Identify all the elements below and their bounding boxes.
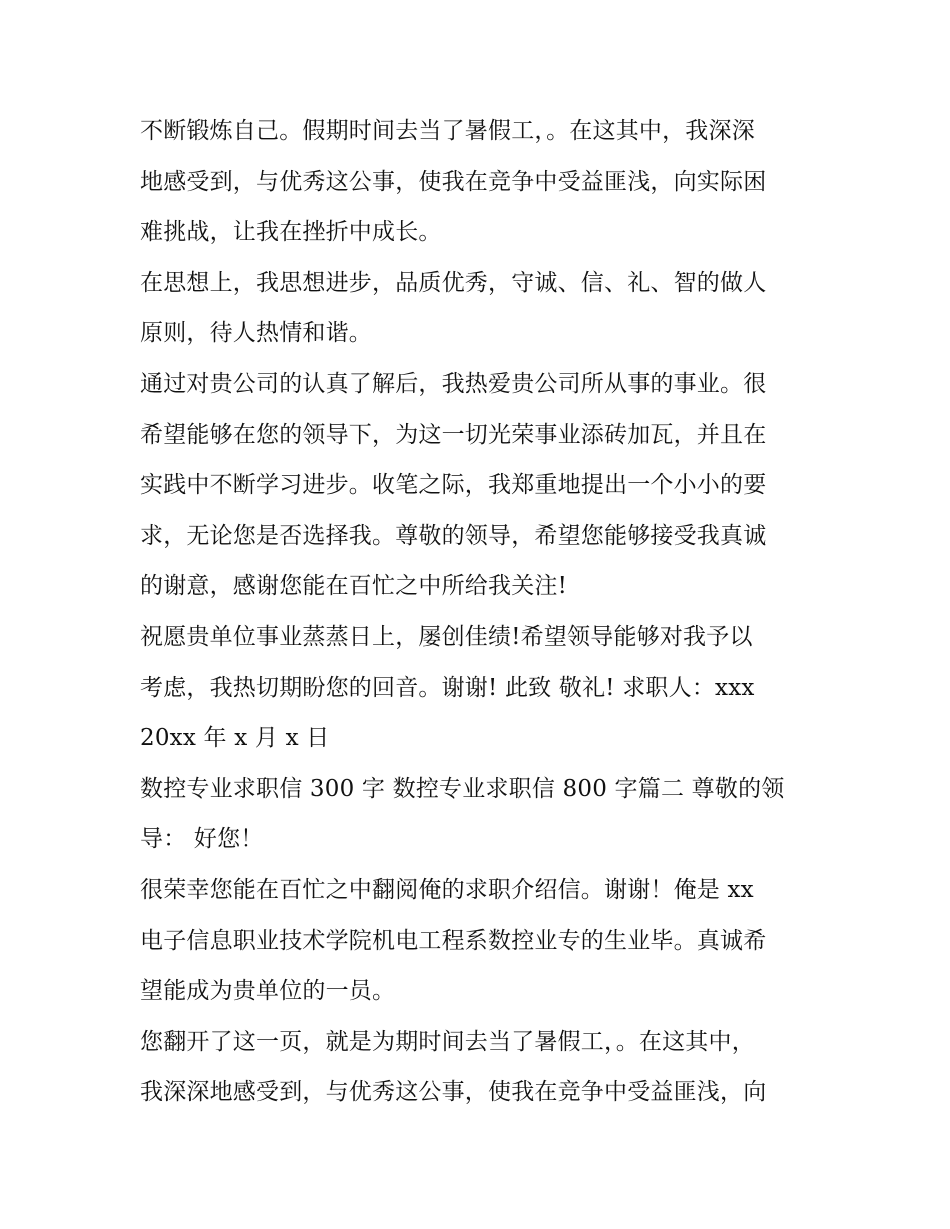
- text-line: 在思想上，我思想进步，品质优秀，守诚、信、礼、智的做人: [140, 269, 767, 296]
- text-line: 祝愿贵单位事业蒸蒸日上，屡创佳绩!希望领导能够对我予以: [140, 623, 753, 650]
- text-line: 不断锻炼自己。假期时间去当了暑假工，。在这其中，我深深: [140, 118, 755, 144]
- document-body: [140, 106, 820, 1118]
- text-line: 实践中不断学习进步。收笔之际，我郑重地提出一个小小的要: [140, 472, 767, 499]
- text-line: 希望能够在您的领导下，为这一切光荣事业添砖加瓦，并且在: [140, 421, 767, 448]
- text-line: 通过对贵公司的认真了解后，我热爱贵公司所从事的事业。很: [140, 370, 767, 397]
- text-line: 数控专业求职信 300 字 数控专业求职信 800 字篇二 尊敬的领: [140, 775, 785, 802]
- text-line: 的谢意，感谢您能在百忙之中所给我关注!: [140, 573, 568, 600]
- text-line: 您翻开了这一页，就是为期时间去当了暑假工，。在这其中，: [140, 1028, 755, 1055]
- text-line: 难挑战，让我在挫折中成长。: [140, 219, 442, 246]
- text-line: 原则，待人热情和谐。: [140, 320, 372, 347]
- text-line: 求，无论您是否选择我。尊敬的领导，希望您能够接受我真诚: [140, 522, 767, 549]
- text-line: 地感受到，与优秀这公事，使我在竞争中受益匪浅，向实际困: [140, 168, 767, 195]
- text-line: 我深深地感受到，与优秀这公事，使我在竞争中受益匪浅，向: [140, 1079, 767, 1106]
- text-line: 导： 好您！: [140, 826, 264, 853]
- text-line: 很荣幸您能在百忙之中翻阅俺的求职介绍信。谢谢！俺是 xx: [140, 876, 754, 903]
- text-line: 20xx 年 x 月 x 日: [140, 725, 330, 752]
- text-line: 电子信息职业技术学院机电工程系数控业专的生业毕。真诚希: [140, 927, 767, 954]
- text-line: 考虑，我热切期盼您的回音。谢谢! 此致 敬礼! 求职人：xxx: [140, 674, 755, 701]
- text-line: 望能成为贵单位的一员。: [140, 978, 396, 1005]
